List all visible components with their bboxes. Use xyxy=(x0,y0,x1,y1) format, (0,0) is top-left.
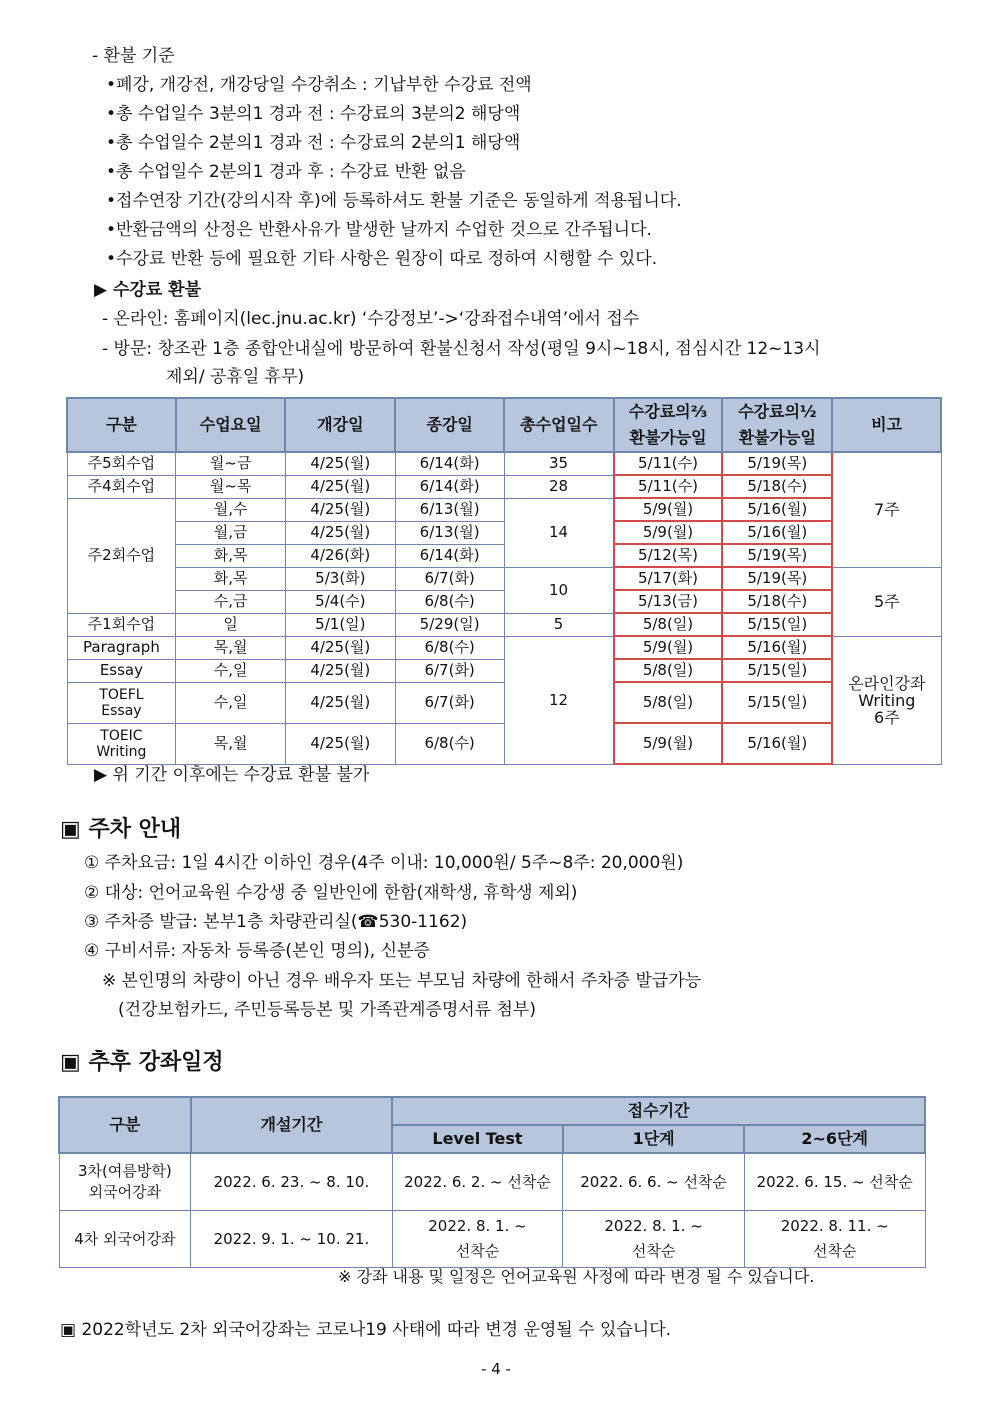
schedule-heading xyxy=(60,1048,224,1078)
table-header-row xyxy=(59,1097,925,1125)
cell-group xyxy=(67,723,176,764)
header-end-date: 종강일 xyxy=(395,398,504,452)
cell-line: 선착순 xyxy=(631,1242,676,1260)
cell-start: 5/1(일) xyxy=(285,613,395,636)
header-category: 구분 xyxy=(67,398,176,452)
table-row xyxy=(67,521,941,544)
table-row xyxy=(67,567,941,590)
parking-title: 주차 안내 xyxy=(88,817,182,842)
table-row xyxy=(59,1211,925,1268)
cell-course: 4차 외국어강좌 xyxy=(59,1211,191,1268)
cell-level-test: 2022. 6. 2. ~ 선착순 xyxy=(392,1153,563,1211)
course-line: 3차(여름방학) xyxy=(77,1162,172,1180)
cell-start: 5/3(화) xyxy=(285,567,395,590)
cell-end: 6/14(화) xyxy=(395,475,504,498)
cell-refund-half: 5/15(일) xyxy=(722,613,832,636)
cell-end: 5/29(일) xyxy=(395,613,504,636)
cell-end: 6/13(월) xyxy=(395,498,504,521)
cell-refund-two-thirds: 5/13(금) xyxy=(614,590,723,613)
cell-start: 4/25(월) xyxy=(285,723,395,764)
refund-visit: - 방문: 창조관 1층 종합안내실에 방문하여 환불신청서 작성(평일 9시~18시, 점심시간 12~13시 xyxy=(102,339,821,359)
refund-policy-item: •총 수업일수 2분의1 경과 후 : 수강료 반환 없음 xyxy=(106,162,466,182)
cell-start: 5/4(수) xyxy=(285,590,395,613)
cell-refund-half: 5/19(목) xyxy=(722,452,832,475)
cell-refund-two-thirds: 5/9(월) xyxy=(614,521,723,544)
cell-start: 4/25(월) xyxy=(285,475,395,498)
header-label: 수강료의⅔ xyxy=(628,402,708,421)
cell-refund-half: 5/18(수) xyxy=(722,475,832,498)
parking-heading xyxy=(60,815,181,845)
header-note: 비고 xyxy=(832,398,941,452)
cell-group: 주1회수업 xyxy=(67,613,176,636)
cell-course xyxy=(59,1153,191,1211)
refund-policy-item: •총 수업일수 2분의1 경과 전 : 수강료의 2분의1 해당액 xyxy=(106,133,521,153)
cell-note xyxy=(832,636,941,764)
refund-policy-item: •총 수업일수 3분의1 경과 전 : 수강료의 3분의2 해당액 xyxy=(106,104,521,124)
cell-stage2-6 xyxy=(744,1211,925,1268)
header-reception: 접수기간 xyxy=(392,1097,925,1125)
table-row xyxy=(67,613,941,636)
cell-day: 화,목 xyxy=(176,567,286,590)
square-box-icon: ▣ xyxy=(60,1050,81,1075)
cell-day: 화,목 xyxy=(176,544,286,567)
cell-level-test xyxy=(392,1211,563,1268)
refund-policy-item: •폐강, 개강전, 개강당일 수강취소 : 기납부한 수강료 전액 xyxy=(106,75,532,95)
cell-start: 4/25(월) xyxy=(285,498,395,521)
page-number: - 4 - xyxy=(481,1360,511,1378)
parking-item: ② 대상: 언어교육원 수강생 중 일반인에 한함(재학생, 휴학생 제외) xyxy=(84,883,578,903)
cell-period: 2022. 6. 23. ~ 8. 10. xyxy=(191,1153,393,1211)
cell-refund-half: 5/19(목) xyxy=(722,567,832,590)
cell-refund-half: 5/19(목) xyxy=(722,544,832,567)
cell-day: 수,일 xyxy=(176,682,286,723)
parking-item: ① 주차요금: 1일 4시간 이하인 경우(4주 이내: 10,000원/ 5주~8주: 20,000원) xyxy=(84,853,684,873)
cell-day: 월,금 xyxy=(176,521,286,544)
cell-line: 2022. 8. 1. ~ xyxy=(428,1217,527,1235)
cell-end: 6/7(화) xyxy=(395,567,504,590)
cell-refund-two-thirds: 5/9(월) xyxy=(614,636,723,659)
cell-start: 4/26(화) xyxy=(285,544,395,567)
table-row xyxy=(67,723,941,764)
cell-start: 4/25(월) xyxy=(285,659,395,682)
refund-policy-item: •수강료 반환 등에 필요한 기타 사항은 원장이 따로 정하여 시행할 수 있다. xyxy=(106,249,658,269)
cell-refund-half: 5/15(일) xyxy=(722,682,832,723)
cell-start: 4/25(월) xyxy=(285,452,395,475)
cell-start: 4/25(월) xyxy=(285,521,395,544)
cell-line: 선착순 xyxy=(455,1242,500,1260)
cell-refund-half: 5/16(월) xyxy=(722,498,832,521)
refund-online: - 온라인: 홈페이지(lec.jnu.ac.kr) ‘수강정보’->‘강좌접수내역’에서 접수 xyxy=(102,309,640,329)
parking-note: ※ 본인명의 차량이 아닌 경우 배우자 또는 부모님 차량에 한해서 주차증 발급가능 xyxy=(102,971,702,991)
final-note: ▣ 2022학년도 2차 외국어강좌는 코로나19 사태에 따라 변경 운영될 수 있습니다. xyxy=(60,1320,672,1340)
header-refund-half xyxy=(722,398,832,452)
cell-total: 12 xyxy=(504,636,614,764)
refund-policy-item: •반환금액의 산정은 반환사유가 발생한 날까지 수업한 것으로 간주됩니다. xyxy=(106,220,652,240)
table-row xyxy=(67,682,941,723)
table-row xyxy=(67,544,941,567)
cell-end: 6/14(화) xyxy=(395,452,504,475)
cell-day: 월,수 xyxy=(176,498,286,521)
cell-group: Paragraph xyxy=(67,636,176,659)
cell-refund-two-thirds: 5/9(월) xyxy=(614,498,723,521)
cell-group xyxy=(67,682,176,723)
cell-end: 6/7(화) xyxy=(395,659,504,682)
schedule-title: 추후 강좌일정 xyxy=(88,1050,224,1075)
cell-refund-half: 5/16(월) xyxy=(722,636,832,659)
header-stage1: 1단계 xyxy=(563,1125,745,1153)
cell-refund-half: 5/16(월) xyxy=(722,521,832,544)
cell-refund-two-thirds: 5/8(일) xyxy=(614,682,723,723)
table-row xyxy=(67,498,941,521)
group-line: TOEIC xyxy=(100,727,143,744)
cell-total: 28 xyxy=(504,475,614,498)
cell-refund-two-thirds: 5/8(일) xyxy=(614,613,723,636)
table-header-row xyxy=(67,398,941,452)
cell-end: 6/13(월) xyxy=(395,521,504,544)
cell-refund-half: 5/15(일) xyxy=(722,659,832,682)
table-row xyxy=(67,590,941,613)
parking-item: ④ 구비서류: 자동차 등록증(본인 명의), 신분증 xyxy=(84,941,430,961)
cell-note: 5주 xyxy=(832,567,941,636)
cell-period: 2022. 9. 1. ~ 10. 21. xyxy=(191,1211,393,1268)
course-line: 외국어강좌 xyxy=(88,1183,162,1201)
cell-start: 4/25(월) xyxy=(285,682,395,723)
header-start-date: 개강일 xyxy=(285,398,395,452)
cell-end: 6/7(화) xyxy=(395,682,504,723)
cell-refund-two-thirds: 5/17(화) xyxy=(614,567,723,590)
cell-stage1: 2022. 6. 6. ~ 선착순 xyxy=(563,1153,745,1211)
cell-total: 14 xyxy=(504,498,614,567)
schedule-note: ※ 강좌 내용 및 일정은 언어교육원 사정에 따라 변경 될 수 있습니다. xyxy=(338,1267,815,1286)
group-line: Writing xyxy=(96,743,147,760)
cell-line: 2022. 8. 11. ~ xyxy=(780,1217,889,1235)
cell-refund-two-thirds: 5/9(월) xyxy=(614,723,723,764)
header-category: 구분 xyxy=(59,1097,191,1153)
cell-refund-two-thirds: 5/12(목) xyxy=(614,544,723,567)
group-line: TOEFL xyxy=(99,686,144,703)
parking-item: ③ 주차증 발급: 본부1층 차량관리실(☎530-1162) xyxy=(84,912,468,932)
refund-method-title: ▶ 수강료 환불 xyxy=(94,280,202,300)
cell-day: 목,월 xyxy=(176,723,286,764)
note-line: 온라인강좌 xyxy=(848,673,926,693)
table-row xyxy=(67,452,941,475)
cell-line: 선착순 xyxy=(812,1242,857,1260)
header-label: 환불가능일 xyxy=(629,428,707,447)
cell-day: 수,금 xyxy=(176,590,286,613)
cell-refund-half: 5/16(월) xyxy=(722,723,832,764)
cell-line: 2022. 8. 1. ~ xyxy=(604,1217,703,1235)
cell-refund-half: 5/18(수) xyxy=(722,590,832,613)
header-stage2-6: 2~6단계 xyxy=(744,1125,925,1153)
header-label: 환불가능일 xyxy=(738,428,816,447)
header-level-test: Level Test xyxy=(392,1125,563,1153)
cell-group: 주5회수업 xyxy=(67,452,176,475)
cell-day: 일 xyxy=(176,613,286,636)
cell-day: 월~목 xyxy=(176,475,286,498)
cell-end: 6/8(수) xyxy=(395,636,504,659)
group-line: Essay xyxy=(101,702,142,719)
cell-refund-two-thirds: 5/11(수) xyxy=(614,452,723,475)
table-row xyxy=(67,475,941,498)
cell-refund-two-thirds: 5/11(수) xyxy=(614,475,723,498)
cell-stage1 xyxy=(563,1211,745,1268)
refund-policy-title: - 환불 기준 xyxy=(92,46,175,66)
header-total-days: 총수업일수 xyxy=(504,398,614,452)
cell-note: 7주 xyxy=(832,452,941,567)
cell-total: 10 xyxy=(504,567,614,613)
cell-group: Essay xyxy=(67,659,176,682)
cell-end: 6/8(수) xyxy=(395,723,504,764)
cell-day: 수,일 xyxy=(176,659,286,682)
header-label: 수강료의½ xyxy=(738,402,817,421)
table-row xyxy=(59,1153,925,1211)
cell-total: 35 xyxy=(504,452,614,475)
table-row xyxy=(67,659,941,682)
cell-end: 6/14(화) xyxy=(395,544,504,567)
cell-refund-two-thirds: 5/8(일) xyxy=(614,659,723,682)
refund-table xyxy=(66,397,942,765)
note-line: Writing xyxy=(858,690,916,710)
refund-visit-cont: 제외/ 공휴일 휴무) xyxy=(166,367,305,387)
note-line: 6주 xyxy=(874,707,900,727)
cell-end: 6/8(수) xyxy=(395,590,504,613)
cell-total: 5 xyxy=(504,613,614,636)
refund-policy-item: •접수연장 기간(강의시작 후)에 등록하셔도 환불 기준은 동일하게 적용됩니다. xyxy=(106,191,682,211)
header-refund-two-thirds xyxy=(614,398,723,452)
cell-day: 목,월 xyxy=(176,636,286,659)
cell-group: 주4회수업 xyxy=(67,475,176,498)
schedule-table xyxy=(58,1096,926,1268)
header-class-days: 수업요일 xyxy=(176,398,286,452)
header-period: 개설기간 xyxy=(191,1097,393,1153)
table-row xyxy=(67,636,941,659)
square-box-icon: ▣ xyxy=(60,817,81,842)
refund-after-note: ▶ 위 기간 이후에는 수강료 환불 불가 xyxy=(94,765,370,785)
cell-start: 4/25(월) xyxy=(285,636,395,659)
cell-day: 월~금 xyxy=(176,452,286,475)
cell-stage2-6: 2022. 6. 15. ~ 선착순 xyxy=(744,1153,925,1211)
cell-group: 주2회수업 xyxy=(67,498,176,613)
parking-note-cont: (건강보험카드, 주민등록등본 및 가족관계증명서류 첨부) xyxy=(118,1000,536,1020)
